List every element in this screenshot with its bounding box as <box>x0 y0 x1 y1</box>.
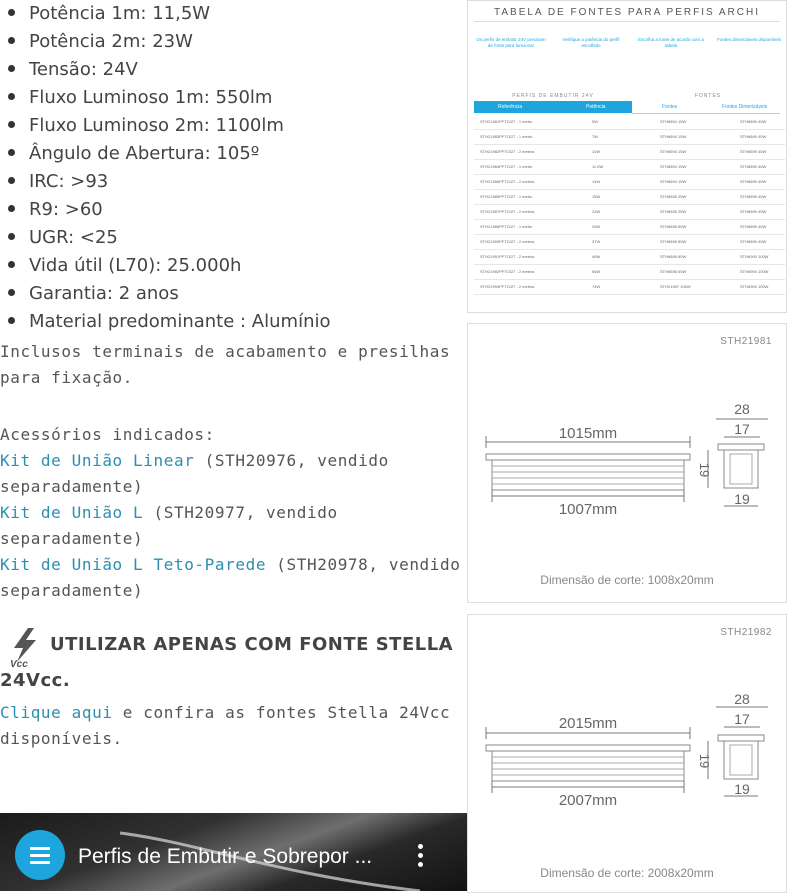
table-cell: STH6899 40W <box>740 239 767 244</box>
spec-item: Fluxo Luminoso 1m: 550lm <box>8 87 272 108</box>
table-cell: 23W <box>592 209 601 214</box>
table-cell: STH21994PFTO/27 - 2 metros <box>480 284 535 289</box>
accessory-item: Kit de União L (STH20977, vendido separadamente) <box>0 503 338 548</box>
table-cell: STH6894 15W <box>660 134 687 139</box>
table-row <box>474 249 785 265</box>
table-cell: 7W <box>592 134 598 139</box>
table-cell: STH21992PFTO/27 - 2 metros <box>480 269 535 274</box>
table-cell: STH21986PFTO/27 - 2 metros <box>480 179 535 184</box>
table-cell: STH6899 40W <box>740 224 767 229</box>
accessories-heading: Acessórios indicados: <box>0 425 215 444</box>
table-cell: 56W <box>592 269 601 274</box>
table-cell: STH21981PFTO/27 - 1 metro <box>480 119 533 124</box>
spec-item: Material predominante : Alumínio <box>8 311 331 332</box>
spec-item: IRC: >93 <box>8 171 108 192</box>
spec-item: Garantia: 2 anos <box>8 283 179 304</box>
spec-item: Tensão: 24V <box>8 59 138 80</box>
table-header-right: Fontes Fontes Dimerizáveis <box>632 101 780 114</box>
table-cell: STH6899 40W <box>740 149 767 154</box>
table-cell: 14W <box>592 179 601 184</box>
table-row <box>474 219 785 235</box>
product-code: STH21982 <box>720 627 772 638</box>
table-row <box>474 144 785 160</box>
svg-text:1015mm: 1015mm <box>558 425 618 442</box>
table-cell: STH6899 40W <box>740 179 767 184</box>
accessory-item: Kit de União L Teto-Parede (STH20978, vendido separadamente) <box>0 555 461 600</box>
table-cell: STH6895 25W <box>660 209 687 214</box>
spec-item: Potência 1m: 11,5W <box>8 3 210 24</box>
table-cell: STH6899 40W <box>740 119 767 124</box>
table-cell: STH21988PFTO/27 - 1 metro <box>480 224 533 229</box>
table-cell: 11,5W <box>592 164 604 169</box>
spec-item: Ângulo de Abertura: 105º <box>8 143 259 164</box>
svg-text:19: 19 <box>697 753 712 769</box>
table-cell: 37W <box>592 239 601 244</box>
table-cell: 5W <box>592 119 598 124</box>
warning-title: UTILIZAR APENAS COM FONTE STELLA <box>50 634 454 655</box>
table-title: TABELA DE FONTES PARA PERFIS ARCHI <box>493 7 760 18</box>
more-vert-icon[interactable] <box>418 844 424 871</box>
table-cell: STH21982PFTO/27 - 2 metros <box>480 149 535 154</box>
spec-item: R9: >60 <box>8 199 103 220</box>
table-cell: STH21957 100W <box>660 284 691 289</box>
table-row <box>474 189 785 205</box>
cut-dimension: Dimensão de corte: 1008x20mm <box>540 573 714 587</box>
spec-item: Potência 2m: 23W <box>8 31 193 52</box>
drawing-card-sth21981[interactable] <box>467 323 787 603</box>
table-row <box>474 174 785 190</box>
table-cell: STH6899 40W <box>740 209 767 214</box>
kit-uniao-linear-link[interactable]: Kit de União Linear <box>0 451 195 470</box>
fontes-link-text: Clique aqui e confira as fontes Stella 24Vcc disponíveis. <box>0 703 451 748</box>
svg-text:2007mm: 2007mm <box>558 792 618 809</box>
table-cell: STH6899 40W <box>740 134 767 139</box>
table-cell: STH6895 25W <box>660 194 687 199</box>
warning-title-cont: 24Vcc. <box>0 670 71 691</box>
table-cell: 46W <box>592 254 601 259</box>
drawing-card-sth21982[interactable] <box>467 614 787 893</box>
table-cell: STH21991PFTO/27 - 2 metros <box>480 254 535 259</box>
table-row <box>474 234 785 250</box>
table-cell: STH6900 100W <box>740 284 769 289</box>
svg-text:28: 28 <box>734 691 750 707</box>
table-cell: 15W <box>592 194 601 199</box>
svg-text:1007mm: 1007mm <box>558 501 618 518</box>
lightning-vcc-icon <box>6 628 42 668</box>
table-row <box>474 279 785 295</box>
table-cell: STH6894 15W <box>660 164 687 169</box>
svg-text:17: 17 <box>734 421 750 437</box>
kit-uniao-l-teto-parede-link[interactable]: Kit de União L Teto-Parede <box>0 555 267 574</box>
table-cell: STH21983PFTO/27 - 1 metro <box>480 134 533 139</box>
product-code: STH21981 <box>720 336 772 347</box>
fontes-table-card[interactable]: TABELA DE FONTES PARA PERFIS ARCHI Os perfis de embutir 24V precisam de fonte para funcionar Verifique a potência do perfil escolhido Escolha a fonte de acordo com a tabela Fontes dimerizáveis disponíveis PERFIS DE EMBUTIR 24V FONTES Referência Potência Fontes Fontes Dimerizáveis STH21981PFTO/27 - 1 metro 5W STH6894 15W STH6899 40W STH21983PFTO/27 - 1 metro 7W STH6894 15W STH6899 40W STH21982PFTO/27 - 2 metros 10W STH6894 15W STH6899 40W STH21984PFTO/27 - 1 metro 11,5W STH6894 15W STH6899 40W STH21986PFTO/27 - 2 metros 14W STH6894 15W STH6899 40W STH21985PFTO/27 - 1 metro 15W STH6895 25W STH6899 40W STH21987PFTO/27 - 2 metros 23W STH6895 25W STH6899 40W STH21988PFTO/27 - 1 metro 28W STH6896 60W STH6899 40W STH21990PFTO/27 - 2 metros 37W STH6896 60W STH6899 40W STH21991PFTO/27 - 2 metros 46W STH6896 60W STH6900 100W STH21992PFTO/27 - 2 metros 56W STH6896 60W STH6900 100W STH21994PFTO/27 - 2 metros 74W STH21957 100W STH6900 100W <box>467 0 787 313</box>
kit-uniao-l-link[interactable]: Kit de União L <box>0 503 144 522</box>
table-row <box>474 159 785 175</box>
table-row <box>474 264 785 280</box>
table-cell: STH6900 100W <box>740 269 769 274</box>
video-player[interactable] <box>0 813 467 891</box>
svg-text:2015mm: 2015mm <box>558 715 618 732</box>
table-cell: STH21990PFTO/27 - 2 metros <box>480 239 535 244</box>
svg-text:Vcc: Vcc <box>10 659 28 668</box>
table-cell: STH6894 15W <box>660 119 687 124</box>
table-cell: STH6894 15W <box>660 149 687 154</box>
table-cell: STH6900 100W <box>740 254 769 259</box>
table-cell: STH6896 60W <box>660 224 687 229</box>
video-title[interactable]: Perfis de Embutir e Sobrepor ... <box>78 845 373 868</box>
table-cell: STH6896 60W <box>660 269 687 274</box>
cut-dimension: Dimensão de corte: 2008x20mm <box>540 866 714 880</box>
table-cell: STH6896 60W <box>660 239 687 244</box>
svg-text:19: 19 <box>734 491 750 507</box>
table-cell: 28W <box>592 224 601 229</box>
svg-text:17: 17 <box>734 711 750 727</box>
table-row <box>474 204 785 220</box>
table-cell: STH6899 40W <box>740 164 767 169</box>
table-cell: STH6894 15W <box>660 179 687 184</box>
fonte-warning <box>0 628 466 691</box>
includes-text: Inclusos terminais de acabamento e presilhas para fixação. <box>0 342 451 387</box>
profile-drawing <box>468 324 786 602</box>
table-row <box>474 114 785 130</box>
svg-text:19: 19 <box>697 462 712 478</box>
svg-text:19: 19 <box>734 781 750 797</box>
table-cell: STH6896 60W <box>660 254 687 259</box>
table-cell: 74W <box>592 284 601 289</box>
table-cell: STH21985PFTO/27 - 1 metro <box>480 194 533 199</box>
clique-aqui-link[interactable]: Clique aqui <box>0 703 113 722</box>
spec-item: UGR: <25 <box>8 227 118 248</box>
table-cell: 10W <box>592 149 601 154</box>
svg-text:28: 28 <box>734 401 750 417</box>
table-cell: STH6899 40W <box>740 194 767 199</box>
table-row <box>474 129 785 145</box>
spec-item: Vida útil (L70): 25.000h <box>8 255 241 276</box>
accessories-block <box>0 422 466 604</box>
accessory-item: Kit de União Linear (STH20976, vendido separadamente) <box>0 451 389 496</box>
spec-item: Fluxo Luminoso 2m: 1100lm <box>8 115 284 136</box>
profile-drawing <box>468 615 786 892</box>
hamburger-icon[interactable] <box>15 830 65 880</box>
table-header-left: Referência Potência <box>474 101 632 113</box>
table-cell: STH21987PFTO/27 - 2 metros <box>480 209 535 214</box>
table-cell: STH21984PFTO/27 - 1 metro <box>480 164 533 169</box>
